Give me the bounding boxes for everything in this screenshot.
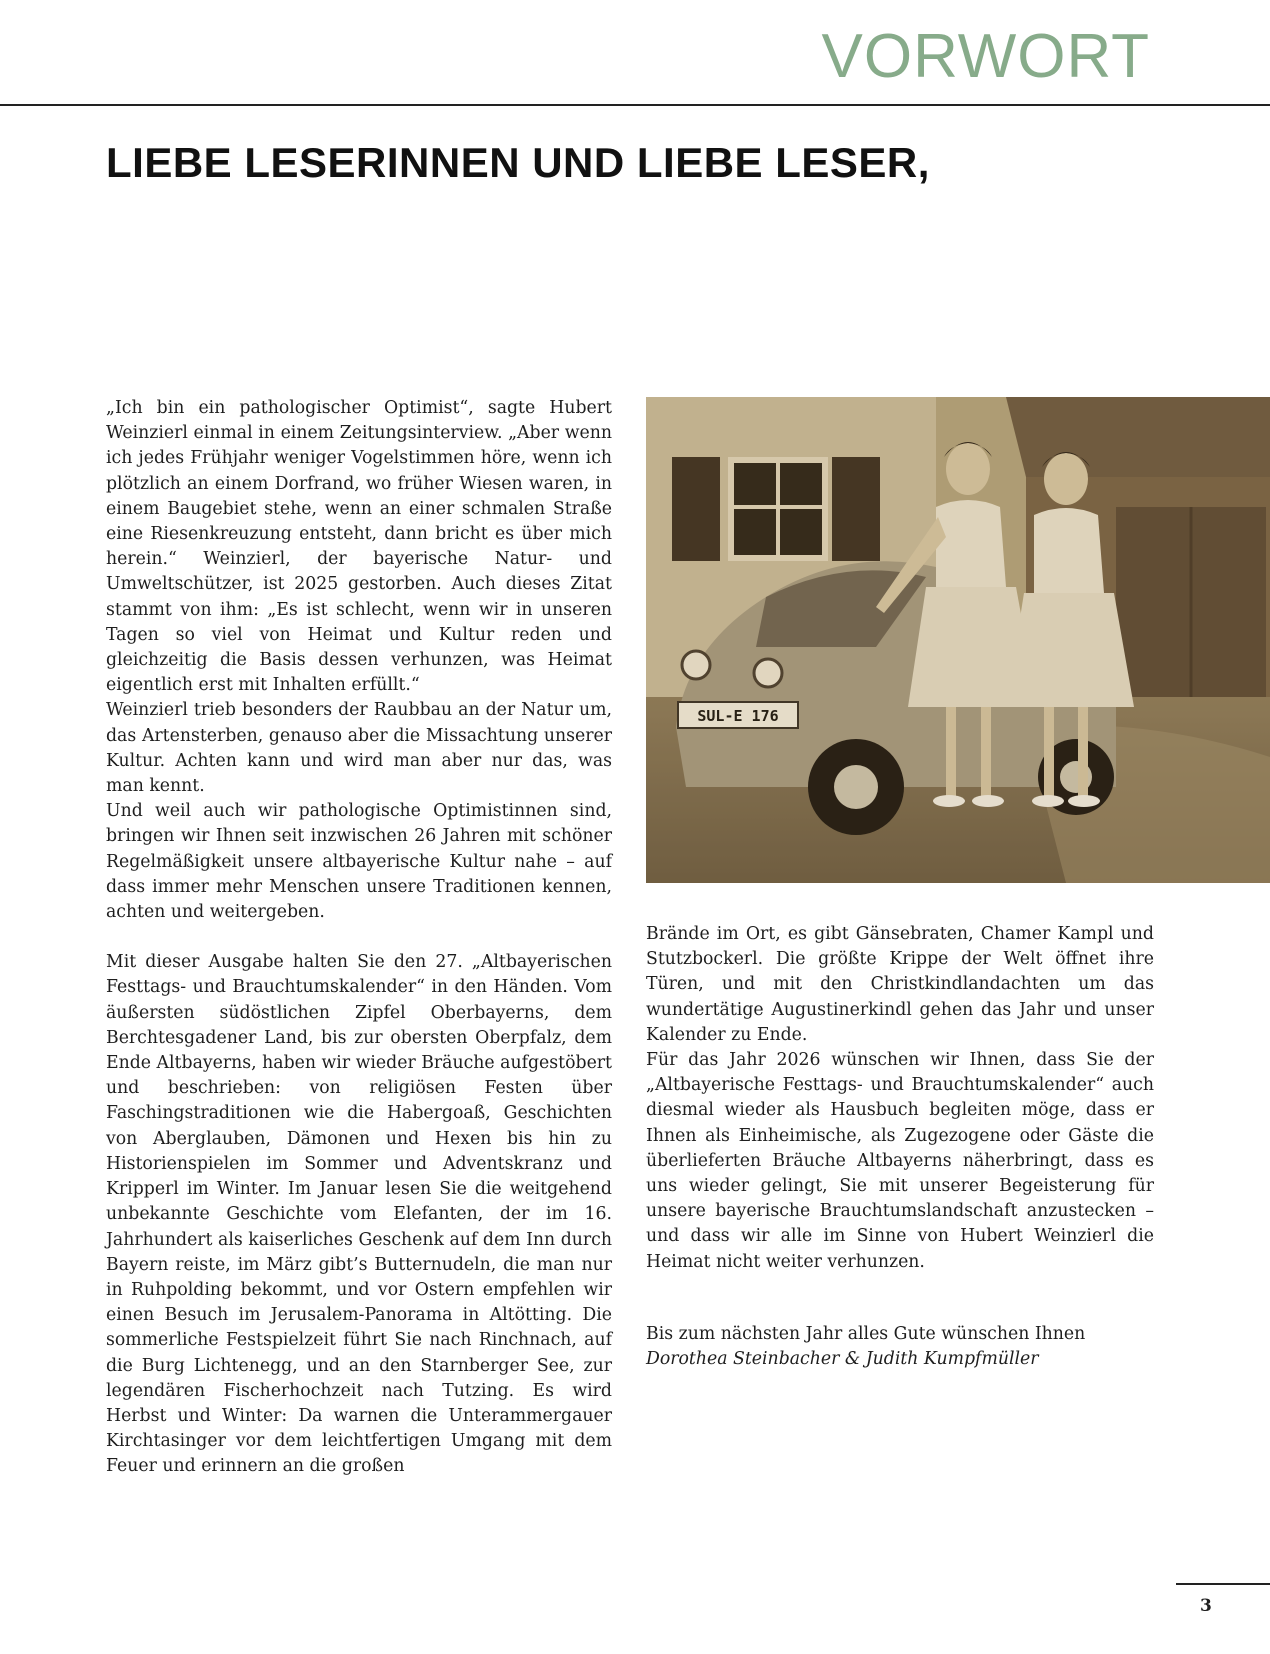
signature: Dorothea Steinbacher & Judith Kumpfmüller (646, 1349, 1039, 1370)
paragraph: Und weil auch wir pathologische Optimistinnen sind, bringen wir Ihnen seit inzwischen 26 Jahren mit schöner Regelmäßigkeit unsere altbayerische Kultur nahe – auf dass immer mehr Menschen unsere Traditionen kennen, achten und weitergeben. (106, 801, 612, 923)
page-headline: LIEBE LESERINNEN UND LIEBE LESER, (106, 139, 930, 186)
page-number: 3 (1200, 1596, 1212, 1616)
paragraph: Brände im Ort, es gibt Gänsebraten, Chamer Kampl und Stutzbockerl. Die größte Krippe der Welt öffnet ihre Türen, und mit den Christkindlandachten um das wundertätige Augustinerkindl gehen das Jahr und unser Kalender zu Ende. (646, 924, 1154, 1045)
paragraph-gap (106, 925, 612, 950)
paragraph: Für das Jahr 2026 wünschen wir Ihnen, dass Sie der „Altbayerische Festtags- und Brauchtumskalender“ auch diesmal wieder als Hausbuch begleiten möge, dass er Ihnen als Einheimische, als Zugezogene oder Gäste die überlieferten Bräuche Altbayerns näherbringt, dass es uns wieder gelingt, Sie mit unserer Begeisterung für unsere bayerische Brauchtumslandschaft anzustecken – und dass wir alle im Sinne von Hubert Weinzierl die Heimat nicht weiter verhunzen. (646, 1050, 1154, 1272)
footer-divider (1176, 1583, 1270, 1585)
paragraph: Mit dieser Ausgabe halten Sie den 27. „Altbayerischen Festtags- und Brauchtumskalender“ in den Händen. Vom äußersten südöstlichen Zipfel Oberbayerns, dem Berchtesgadener Land, bis zur obersten Oberpfalz, dem Ende Altbayerns, haben wir wieder Bräuche aufgestöbert und beschrieben: von religiösen Festen über Faschingstraditionen wie die Habergoaß, Geschichten von Aberglauben, Dämonen und Hexen bis hin zu Historienspielen im Sommer und Adventskranz und Kripperl im Winter. Im Januar lesen Sie die weitgehend unbekannte Geschichte vom Elefanten, der im 16. Jahrhundert als kaiserliches Geschenk auf dem Inn durch Bayern reiste, im März gibt’s Butternudeln, die man nur in Ruhpolding bekommt, und vor Ostern empfehlen wir einen Besuch im Jerusalem-Panorama in Altötting. Die sommerliche Festspielzeit führt Sie nach Rinchnach, auf die Burg Lichtenegg, und an den Starnberger See, zur legendären Fischerhochzeit nach Tutzing. Es wird Herbst und Winter: Da warnen die Unterammergauer Kirchtasinger vor dem leichtfertigen Umgang mit dem Feuer und erinnern an die großen (106, 952, 612, 1477)
header-divider (0, 104, 1270, 106)
paragraph: „Ich bin ein pathologischer Optimist“, sagte Hubert Weinzierl einmal in einem Zeitungsinterview. „Aber wenn ich jedes Frühjahr weniger Vogelstimmen höre, wenn ich plötzlich an einem Dorfrand, wo früher Wiesen waren, in einem Baugebiet stehe, wenn an einer schmalen Straße eine Riesenkreuzung entsteht, dann bricht es über mich herein.“ Weinzierl, der bayerische Natur- und Umweltschützer, ist 2025 gestorben. Auch dieses Zitat stammt von ihm: „Es ist schlecht, wenn wir in unseren Tagen so viel von Heimat und Kultur reden und gleichzeitig die Basis dessen verhunzen, was Heimat eigentlich erst mit Inhalten erfüllt.“ (106, 398, 612, 696)
text-column-right (646, 922, 1154, 1372)
vintage-photo (646, 397, 1270, 883)
license-plate-text: SUL-E 176 (697, 707, 779, 725)
closing-line: Bis zum nächsten Jahr alles Gute wünschen Ihnen (646, 1323, 1086, 1344)
text-column-left (106, 396, 612, 1480)
paragraph: Weinzierl trieb besonders der Raubbau an der Natur um, das Artensterben, genauso aber die Missachtung unserer Kultur. Achten kann und wird man aber nur das, was man kennt. (106, 700, 612, 797)
section-title: VORWORT (821, 22, 1150, 91)
photo-illustration (646, 397, 1270, 883)
